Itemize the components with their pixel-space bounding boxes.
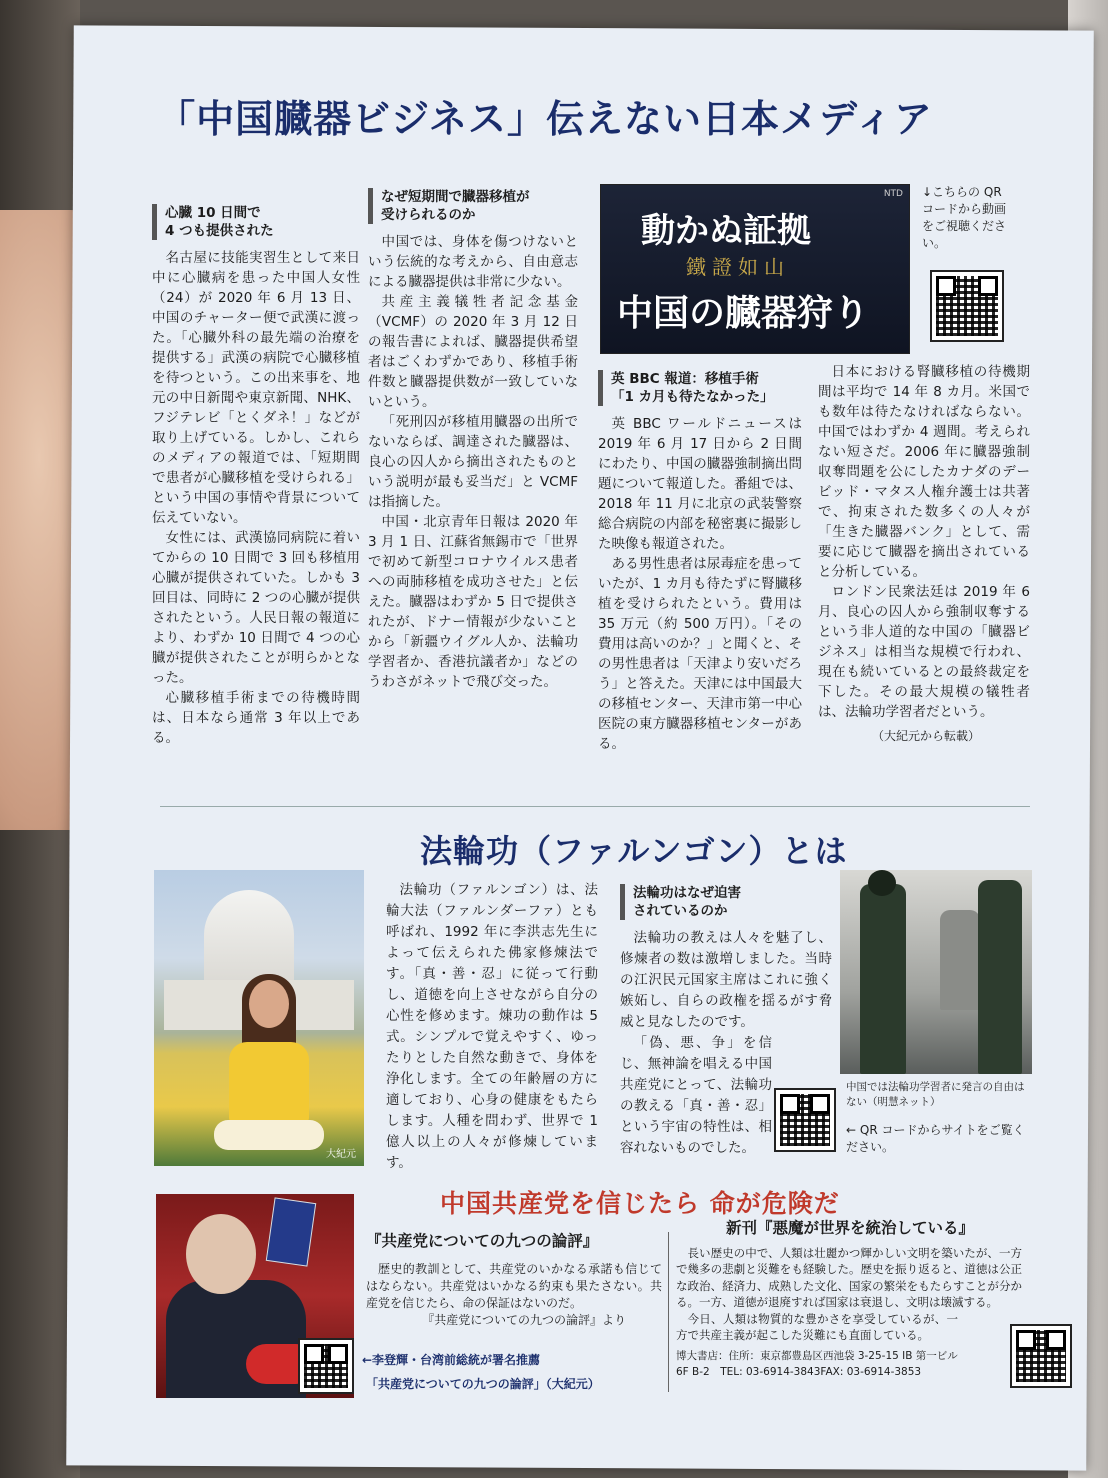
falun-intro: 法輪功（ファルンゴン）は、法輪大法（ファルンダーファ）とも呼ばれ、1992 年に李洪志先生によって伝えられた佛家修煉法です。「真・善・忍」に従って行動し、道徳を向上させながら自分の心性を修めます。煉功の動作は 5 式。シンプルで覚えやすく、ゆったりとした自然な動きで、身体を浄化します。全ての年齢層の方に適しており、心身の健康をもたらします。人種を問わず、世界で 1 億人以上の人々が修煉しています。 xyxy=(386,882,598,1171)
col3-paragraph: 英 BBC ワールドニュースは 2019 年 6 月 17 日から 2 日間にわたり、中国の臓器強制摘出問題について報道した。番組では、2018 年 11 月に北京の武装警察総合病院の内部を秘密裏に撮影した映像も報道された。 xyxy=(598,416,802,552)
col1-paragraph: 名古屋に技能実習生として来日中に心臓病を患った中国人女性（24）が 2020 年 6 月 13 日、中国のチャーター便で武漢に渡った。「心臓外科の最先端の治療を提供する」武漢の病院で心臓移植を待つという。この出来事を、地元の中日新聞や東京新聞、NHK、フジテレビ「とくダネ！」などが取り上げている。しかし、これらのメディアの報道では、「短期間で患者が心臓移植を受けられる」という中国の事情や背景について伝えていない。 xyxy=(152,250,360,526)
book-divider xyxy=(668,1232,669,1392)
red-warning-title: 中国共産党を信じたら 命が危険だ xyxy=(440,1189,840,1218)
col2-subtitle: なぜ短期間で臓器移植が 受けられるのか xyxy=(368,188,578,224)
book1-column xyxy=(366,1232,662,1329)
video-qr-note: ↓こちらの QR コードから動画をご視聴ください。 xyxy=(922,185,1007,250)
persecution-paragraph: 「偽、悪、争」を信じ、無神論を唱える中国共産党にとって、法輪功の教える「真・善・忍」という宇宙の特性は、相容れないものでした。 xyxy=(620,1035,772,1156)
col2-paragraph: 中国・北京青年日報は 2020 年 3 月 1 日、江蘇省無錫市で「世界で初めて新型コロナウイルス患者への両肺移植を成功させた」と伝えた。臓器はわずか 5 日で提供されたが、ドナー情報が少ないことから「新疆ウイグル人か、法輪功学習者か、香港抗議者か」などのうわさがネットで飛び交った。 xyxy=(368,514,578,690)
meditation-photo xyxy=(154,870,364,1166)
col2-paragraph: 中国では、身体を傷つけないという伝統的な考えから、自由意志による臓器提供は非常に少ない。 xyxy=(368,234,578,290)
book-cover xyxy=(266,1197,316,1266)
book2-column xyxy=(676,1220,1022,1381)
col2-paragraph: 共産主義犠牲者記念基金（VCMF）の 2020 年 3 月 12 日の報告書によれば、臓器提供希望者はごくわずかであり、移植手術件数と臓器提供数が一致していないという。 xyxy=(368,294,578,410)
col1-paragraph: 心臓移植手術までの待機時間は、日本なら通常 3 年以上である。 xyxy=(152,690,360,746)
col3-paragraph: ある男性患者は尿毒症を患っていたが、1 カ月も待たずに腎臓移植を受けられたという。費用は 35 万元（約 500 万円）。「その費用は高いのか？」と聞くと、その男性患者は「天津より安いだろう」と答えた。天津には中国最大の移植センター、天津市第一中心医院の東方臓器移植センターがある。 xyxy=(598,556,802,752)
shop-info: 博大書店：住所：東京都豊島区西池袋 3-25-15 IB 第一ビル 6F B-2 TEL: 03-6914-3843FAX: 03-6914-3853 xyxy=(676,1349,958,1378)
book1-title: 『共産党についての九つの論評』 xyxy=(366,1231,599,1250)
ntd-logo: NTD xyxy=(883,189,903,199)
col1-subtitle: 心臓 10 日間で 4 つも提供された xyxy=(152,204,360,240)
book2-paragraph: 今日、人類は物質的な豊かさを享受しているが、一方で共産主義が起こした災難にも直面している。 xyxy=(676,1311,958,1342)
book1-qr-code[interactable] xyxy=(300,1340,352,1392)
video-title-3: 中国の臓器狩り xyxy=(617,292,870,334)
col2-paragraph: 「死刑囚が移植用臓器の出所でないならば、調達された臓器は、良心の囚人から摘出されたものという説明が最も妥当だ」と VCMF は指摘した。 xyxy=(368,414,578,510)
arrest-photo xyxy=(840,870,1032,1074)
photo2-caption: 中国では法輪功学習者に発言の自由はない（明慧ネット） xyxy=(846,1081,1025,1108)
col4-source: （大紀元から転載） xyxy=(871,729,980,743)
book2-qr-code[interactable] xyxy=(1012,1326,1070,1386)
falun-qr-note: ← QR コードからサイトをご覧ください。 xyxy=(846,1123,1025,1154)
headline: 「中国臓器ビジネス」伝えない日本メディア xyxy=(157,96,933,141)
section-divider xyxy=(160,806,1030,807)
column-2 xyxy=(368,188,578,692)
section2-title: 法輪功（ファルンゴン）とは xyxy=(420,832,848,870)
book1-source: 『共産党についての九つの論評』より xyxy=(422,1313,626,1327)
video-title-1: 動かぬ証拠 xyxy=(641,211,811,251)
video-thumbnail[interactable] xyxy=(600,184,910,354)
persecution-paragraph: 法輪功の教えは人々を魅了し、修煉者の数は激増しました。当時の江沢民元国家主席はこれに強く嫉妬し、自らの政権を揺るがす脅威と見なしたのです。 xyxy=(620,930,832,1030)
column-4 xyxy=(818,362,1030,746)
book2-title: 新刊『悪魔が世界を統治している』 xyxy=(726,1218,975,1237)
col1-paragraph: 女性には、武漢協同病院に着いてからの 10 日間で 3 回も移植用心臓が提供されていた。しかも 3 回目は、同時に 2 つの心臓が提供されたという。人民日報の報道により、わずか 10 日間で 4 つの心臓が提供されたことが明らかとなった。 xyxy=(152,530,360,686)
falun-qr-code[interactable] xyxy=(776,1090,834,1150)
photo3-caption-1: ←李登輝・台湾前総統が署名推薦 xyxy=(362,1353,541,1367)
book2-paragraph: 長い歴史の中で、人類は壮麗かつ輝かしい文明を築いたが、一方で幾多の悲劇と災難をも経験した。歴史を振り返ると、道徳は公正な政治、経済力、成熟した文化、国家の繁栄をもたらすことが分かる。一方、道徳が退廃すれば国家は衰退し、文明は壊滅する。 xyxy=(676,1245,1022,1309)
persecution-subtitle: 法輪功はなぜ迫害 されているのか xyxy=(620,884,832,920)
photo3-caption-2: 「共産党についての九つの論評」（大紀元） xyxy=(366,1377,600,1391)
video-qr-code[interactable] xyxy=(932,272,1002,340)
column-1 xyxy=(152,204,360,748)
column-3 xyxy=(598,370,802,754)
col4-paragraph: 日本における腎臓移植の待機期間は平均で 14 年 8 カ月。米国でも数年は待たなければならない。中国ではわずか 4 週間。考えられない短さだ。2006 年に臓器強制収奪問題を公にしたカナダのデービッド・マタス人権弁護士は共著で、拘束された数多くの人々が「生きた臓器バンク」として、需要に応じて臓器を摘出されていると分析している。 xyxy=(818,364,1030,580)
col4-paragraph: ロンドン民衆法廷は 2019 年 6 月、良心の囚人から強制収奪するという非人道的な中国の「臓器ビジネス」は相当な規模で行われ、現在も続いているとの最終裁定を下した。その最大規模の犠牲者は、法輪功学習者だという。 xyxy=(818,584,1030,720)
photo1-caption: 大紀元 xyxy=(326,1149,356,1160)
meditating-woman xyxy=(224,980,314,1150)
video-title-2: 鐵證如山 xyxy=(686,255,790,279)
book1-desc: 歴史的教訓として、共産党のいかなる承諾も信じてはならない。共産党はいかなる約束も果たさない。共産党を信じたら、命の保証はないのだ。 xyxy=(366,1262,662,1310)
col3-subtitle: 英 BBC 報道：移植手術 「1 カ月も待たなかった」 xyxy=(598,370,802,406)
